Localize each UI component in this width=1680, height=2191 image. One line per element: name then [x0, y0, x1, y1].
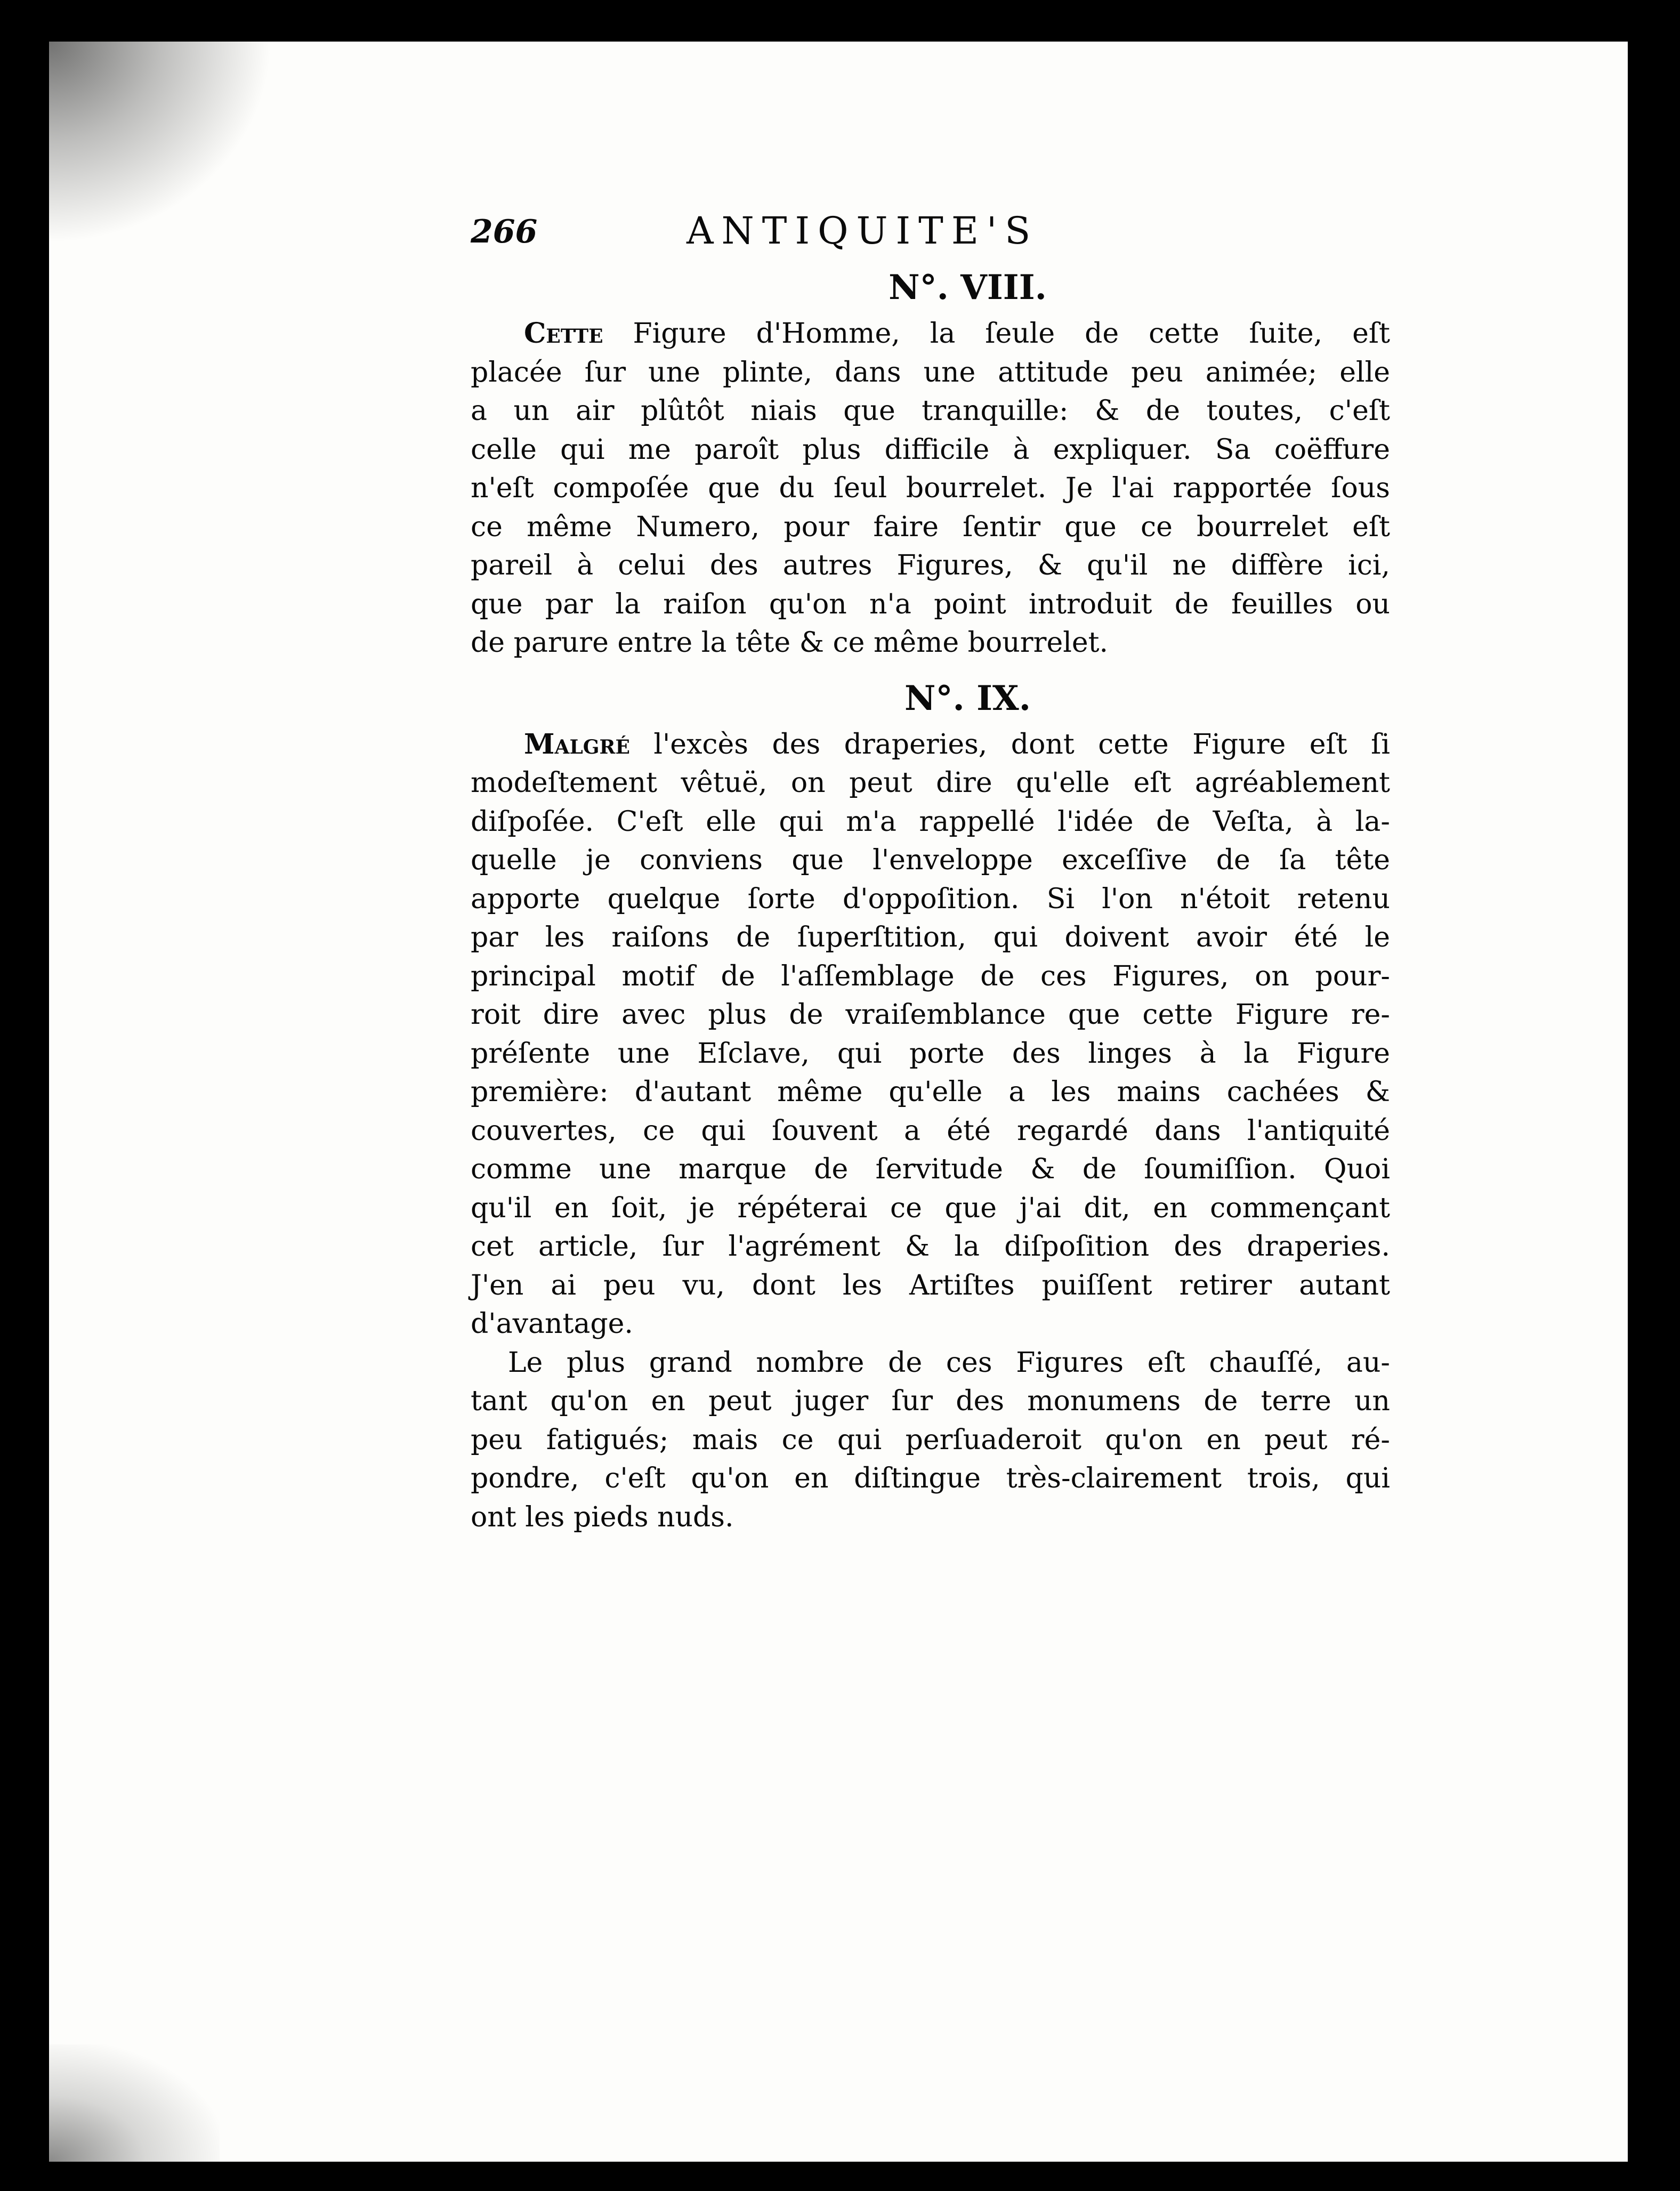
- text-line: Le plus grand nombre de ces Figures eſt chauſſé, au-: [508, 1346, 1390, 1379]
- scan-shadow-bottom: [49, 2044, 220, 2162]
- text-line: comme une marque de ſervitude & de ſoumiſſion. Quoi: [471, 1153, 1390, 1185]
- text-line: J'en ai peu vu, dont les Artiſtes puiſſent retirer autant: [471, 1269, 1390, 1301]
- text-line: d'avantage.: [471, 1308, 633, 1340]
- page-number: 266: [471, 213, 538, 250]
- text-line: ce même Numero, pour faire ſentir que ce bourrelet eſt: [471, 511, 1390, 543]
- text-line: Cette Figure d'Homme, la ſeule de cette ſuite, eſt: [524, 317, 1390, 350]
- text-line: a un air plûtôt niais que tranquille: & de toutes, c'eſt: [471, 395, 1390, 427]
- text-line: pareil à celui des autres Figures, & qu'il ne diffère ici,: [471, 549, 1390, 581]
- text-line: préſente une Eſclave, qui porte des linges à la Figure: [471, 1037, 1390, 1070]
- text-line: cet article, ſur l'agrément & la diſpoſition des draperies.: [471, 1231, 1390, 1263]
- text-line: Malgré l'excès des draperies, dont cette Figure eſt ſi: [524, 727, 1390, 761]
- text-line: tant qu'on en peut juger ſur des monumens de terre un: [471, 1385, 1390, 1417]
- text-line: apporte quelque ſorte d'oppoſition. Si l'on n'étoit retenu: [471, 883, 1390, 915]
- paragraph-viii-1: [471, 314, 1390, 662]
- running-title: ANTIQUITE'S: [686, 209, 1039, 253]
- page-header: [471, 192, 1390, 261]
- section-heading-viii: N°. VIII.: [889, 268, 1047, 308]
- page-edge-rule: [1643, 16, 1654, 2111]
- text-block: [471, 192, 1390, 1537]
- text-line: de parure entre la tête & ce même bourrelet.: [471, 627, 1109, 659]
- text-line: première: d'autant même qu'elle a les mains cachées &: [471, 1076, 1390, 1108]
- text-line: n'eſt compoſée que du ſeul bourrelet. Je l'ai rapportée ſous: [471, 472, 1390, 504]
- paragraph-ix-2: [471, 1344, 1390, 1537]
- paragraph-ix-1: [471, 725, 1390, 1344]
- text-line: diſpoſée. C'eſt elle qui m'a rappellé l'idée de Veſta, à la-: [471, 805, 1390, 838]
- drop-lead-word: Cette: [524, 317, 603, 350]
- text-line: celle qui me paroît plus difficile à expliquer. Sa coëffure: [471, 433, 1390, 466]
- scan-shadow-top: [49, 42, 273, 244]
- text-line: placée ſur une plinte, dans une attitude peu animée; elle: [471, 356, 1390, 389]
- text-line: ont les pieds nuds.: [471, 1501, 734, 1533]
- text-line: que par la raiſon qu'on n'a point introduit de feuilles ou: [471, 588, 1390, 620]
- text-line: par les raiſons de ſuperſtition, qui doivent avoir été le: [471, 921, 1390, 953]
- section-heading-ix: N°. IX.: [904, 678, 1031, 718]
- text-line: qu'il en ſoit, je répéterai ce que j'ai dit, en commençant: [471, 1192, 1390, 1224]
- text-line: peu fatigués; mais ce qui perſuaderoit qu'on en peut ré-: [471, 1424, 1390, 1456]
- text-line: modeſtement vêtuë, on peut dire qu'elle eſt agréablement: [471, 767, 1390, 799]
- drop-lead-word: Malgré: [524, 727, 630, 761]
- text-line: roit dire avec plus de vraiſemblance que cette Figure re-: [471, 999, 1390, 1031]
- text-line: couvertes, ce qui ſouvent a été regardé dans l'antiquité: [471, 1114, 1390, 1147]
- text-line: quelle je conviens que l'enveloppe exceſſive de ſa tête: [471, 844, 1390, 876]
- text-line: principal motif de l'aſſemblage de ces Figures, on pour-: [471, 960, 1390, 992]
- text-line: pondre, c'eſt qu'on en diſtingue très-clairement trois, qui: [471, 1462, 1390, 1494]
